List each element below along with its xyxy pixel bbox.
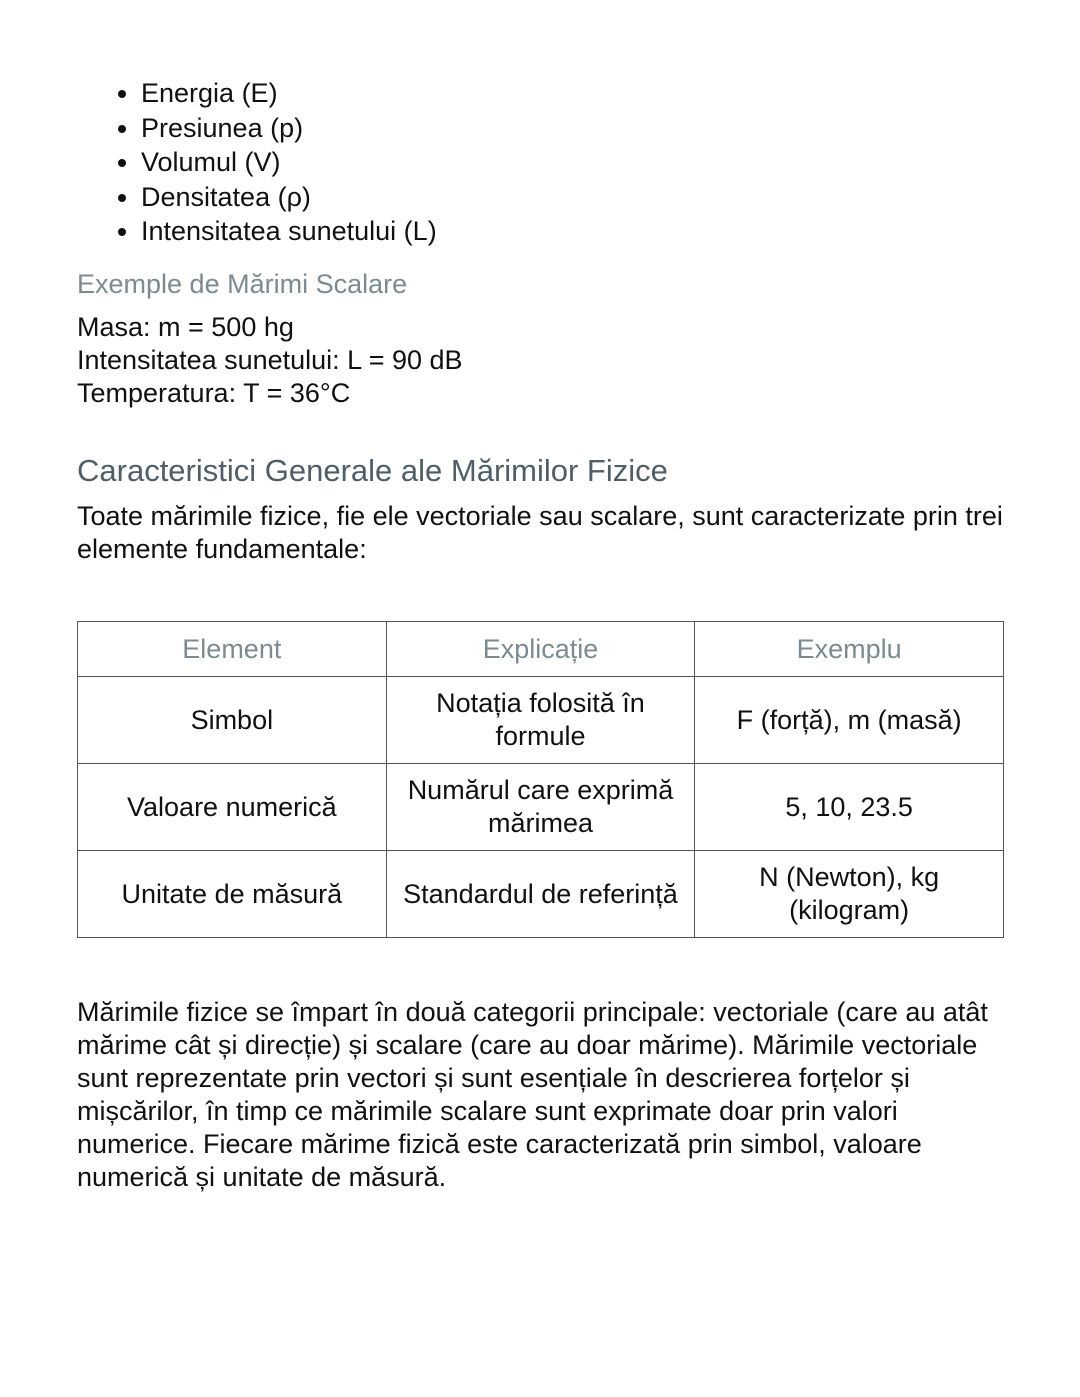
table-row xyxy=(78,677,1004,764)
column-header-example: Exemplu xyxy=(695,622,1004,677)
example-line: Masa: m = 500 hg xyxy=(77,312,294,342)
list-item: • Volumul (V) xyxy=(141,145,437,180)
table-header-row xyxy=(78,622,1004,677)
scalar-examples-heading: Exemple de Mărimi Scalare xyxy=(77,269,408,299)
table-cell: F (forță), m (masă) xyxy=(695,677,1004,764)
table-cell: Valoare numerică xyxy=(78,764,387,851)
table-cell: Simbol xyxy=(78,677,387,764)
list-item: • Densitatea (ρ) xyxy=(141,180,437,215)
quantity-bullet-list xyxy=(107,76,437,249)
table-cell: N (Newton), kg (kilogram) xyxy=(695,851,1004,938)
scalar-examples xyxy=(77,311,463,410)
table-cell: Standardul de referință xyxy=(386,851,695,938)
table-cell: Unitate de măsură xyxy=(78,851,387,938)
column-header-element: Element xyxy=(78,622,387,677)
intro-paragraph: Toate mărimile fizice, fie ele vectoriale sau scalare, sunt caracterizate prin trei elemente fundamentale: xyxy=(77,501,1003,564)
table-cell: 5, 10, 23.5 xyxy=(695,764,1004,851)
table-row xyxy=(78,764,1004,851)
section-heading: Caracteristici Generale ale Mărimilor Fizice xyxy=(77,453,668,488)
table-row xyxy=(78,851,1004,938)
list-item: • Intensitatea sunetului (L) xyxy=(141,214,437,249)
table-cell: Notația folosită în formule xyxy=(386,677,695,764)
list-item: • Energia (E) xyxy=(141,76,437,111)
example-line: Intensitatea sunetului: L = 90 dB xyxy=(77,345,463,375)
summary-paragraph: Mărimile fizice se împart în două categorii principale: vectoriale (care au atât mărime cât și direcție) și scalare (care au doar mărime). Mărimile vectoriale sunt reprezentate prin vectori și sunt esențiale în descrierea forțelor și mișcărilor, în timp ce mărimile scalare sunt exprimate doar prin valori numerice. Fiecare mărime fizică este caracterizată prin simbol, valoare numerică și unitate de măsură. xyxy=(77,997,988,1192)
characteristics-table xyxy=(77,621,1004,938)
example-line: Temperatura: T = 36°C xyxy=(77,378,351,408)
list-item: • Presiunea (p) xyxy=(141,111,437,146)
table-cell: Numărul care exprimă mărimea xyxy=(386,764,695,851)
column-header-explanation: Explicație xyxy=(386,622,695,677)
